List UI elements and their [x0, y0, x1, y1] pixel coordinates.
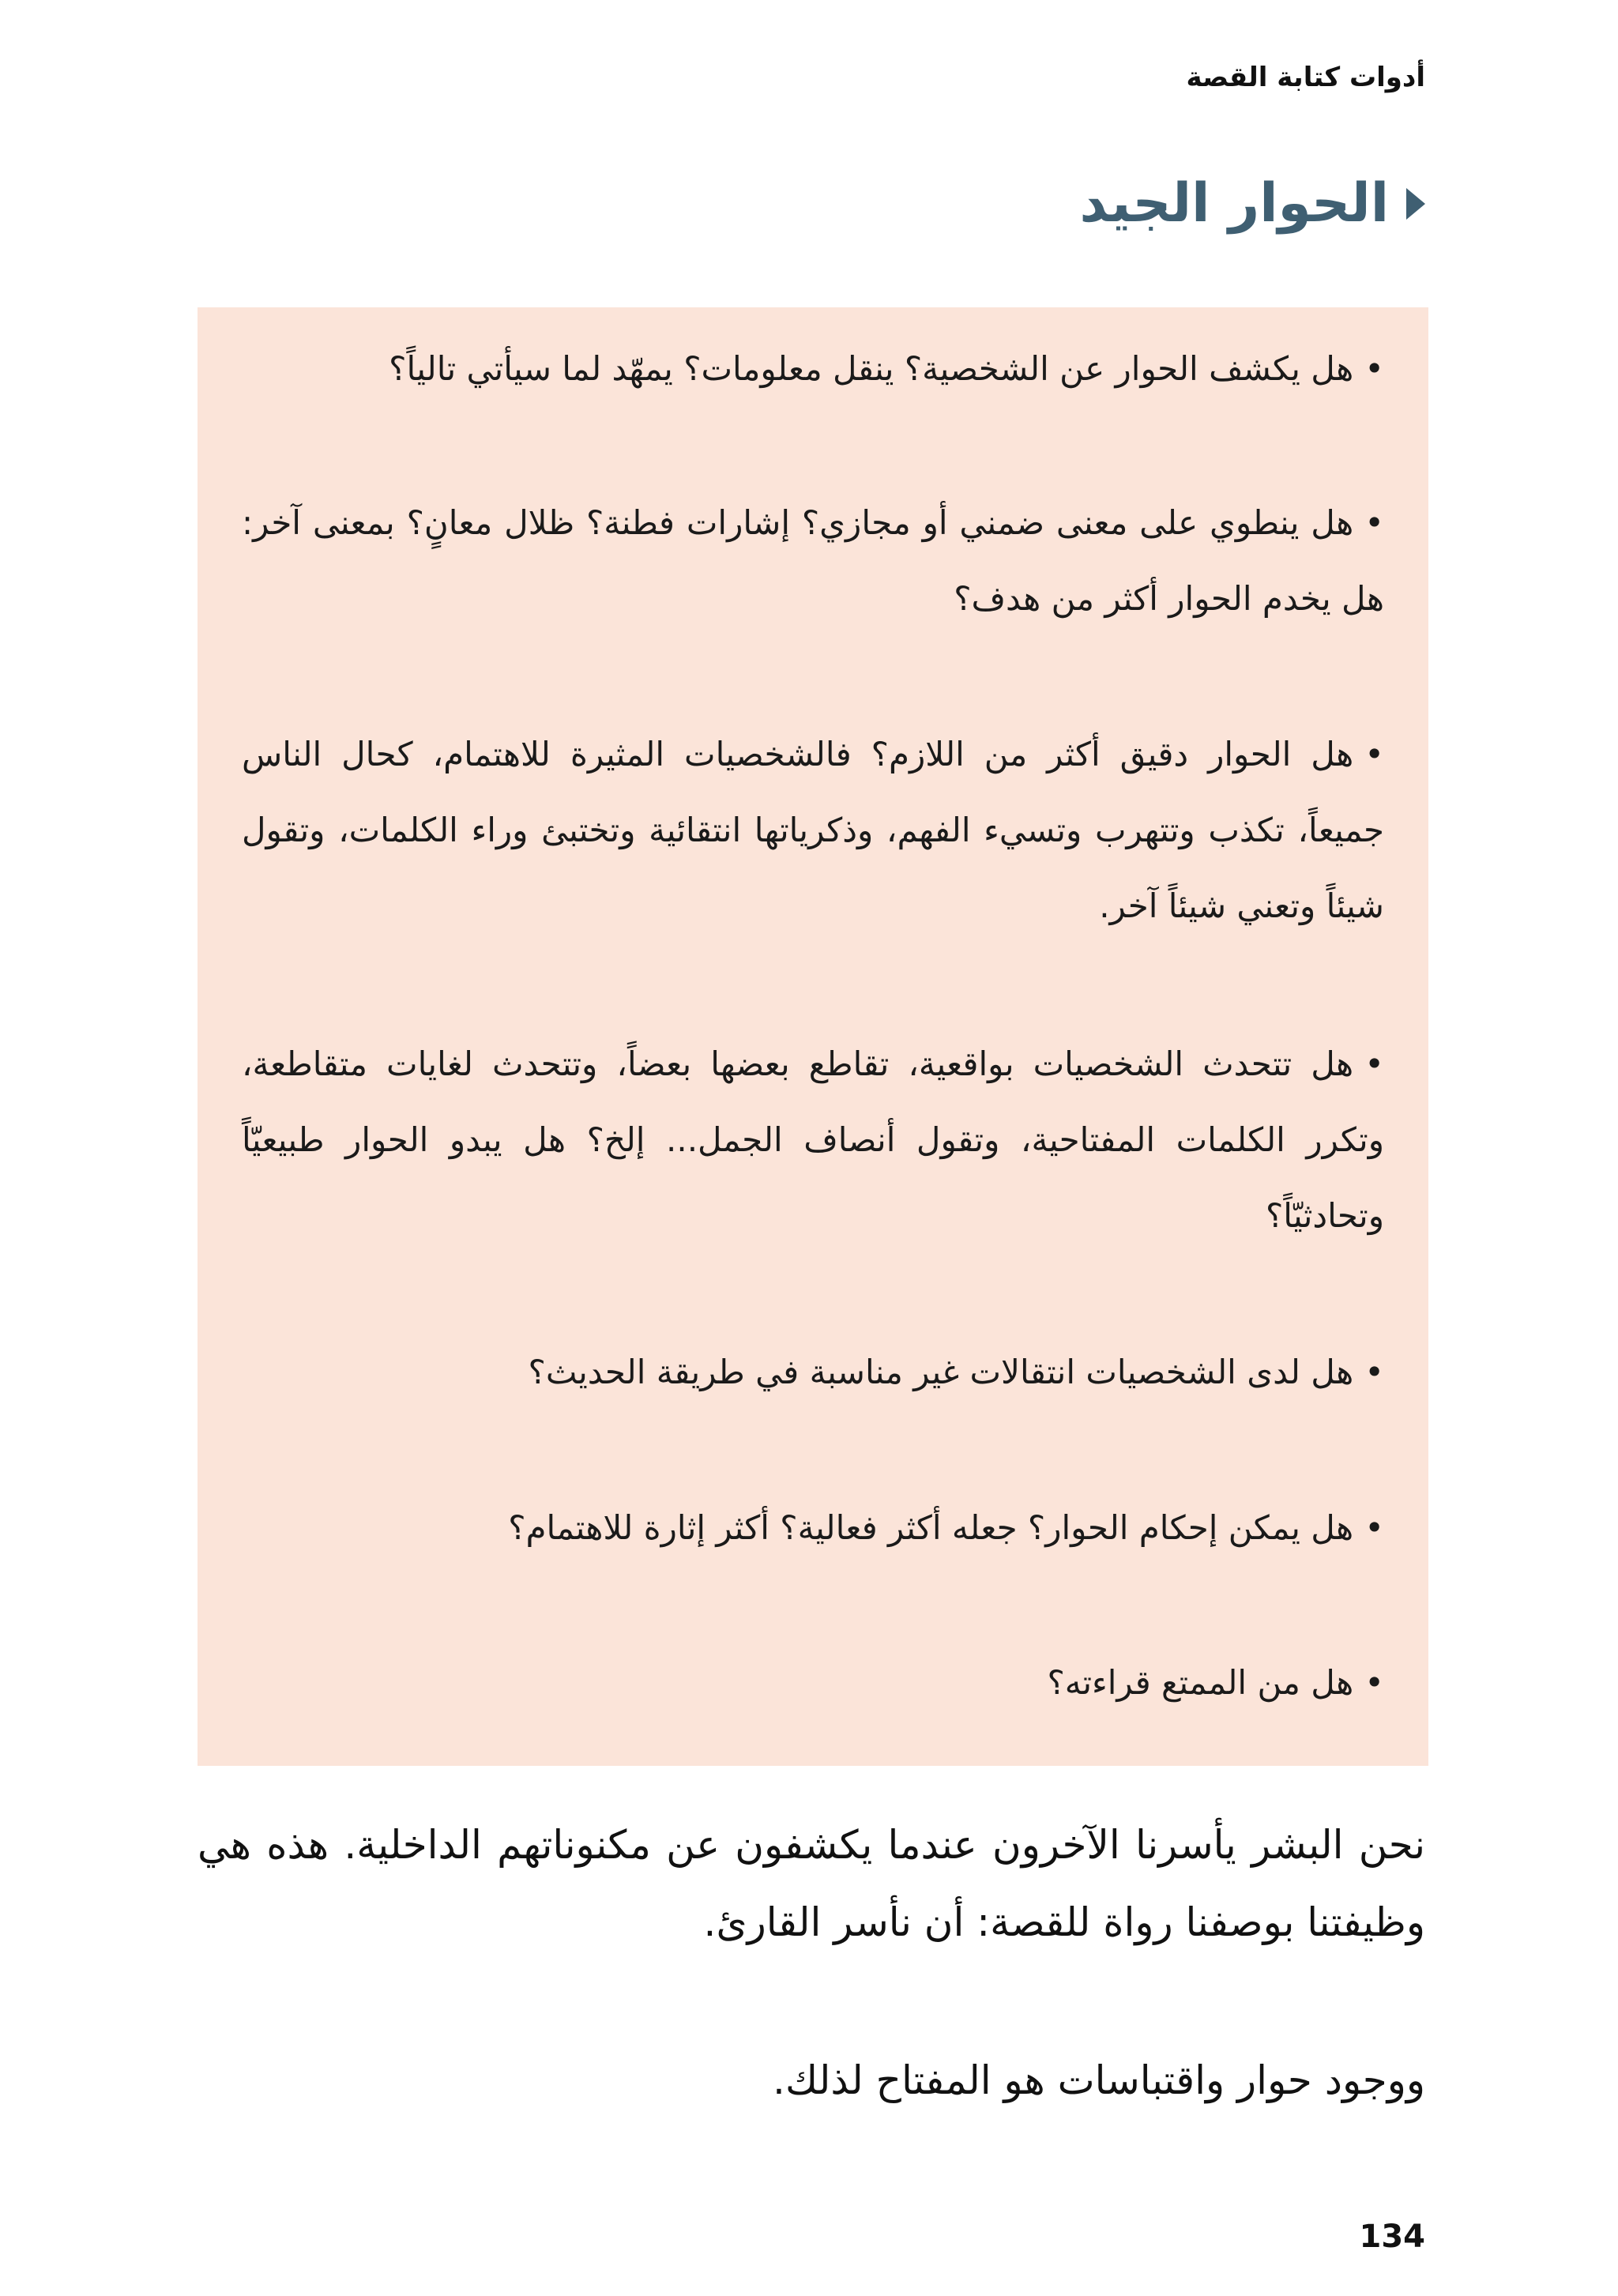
list-item: [242, 1026, 1384, 1254]
list-item: [242, 1334, 1384, 1410]
list-item-text: هل تتحدث الشخصيات بواقعية، تقاطع بعضها بعضاً، وتتحدث لغايات متقاطعة، وتكرر الكلمات المفتاحية، وتقول أنصاف الجمل... إلخ؟ هل يبدو الحوار طبيعيّاً وتحادثيّاً؟: [242, 1044, 1384, 1235]
list-item-text: هل ينطوي على معنى ضمني أو مجازي؟ إشارات فطنة؟ ظلال معانٍ؟ بمعنى آخر: هل يخدم الحوار أكثر من هدف؟: [242, 503, 1384, 618]
body-paragraph: نحن البشر يأسرنا الآخرون عندما يكشفون عن مكنوناتهم الداخلية. هذه هي وظيفتنا بوصفنا رواة للقصة: أن نأسر القارئ.: [198, 1822, 1425, 1945]
list-item-text: هل الحوار دقيق أكثر من اللازم؟ فالشخصيات المثيرة للاهتمام، كحال الناس جميعاً، تكذب وتتهرب وتسيء الفهم، وذكرياتها انتقائية وتختبئ وراء الكلمات، وتقول شيئاً وتعني شيئاً آخر.: [242, 735, 1384, 925]
section-title: الحوار الجيد: [1079, 172, 1389, 235]
list-item-text: هل يمكن إحكام الحوار؟ جعله أكثر فعالية؟ أكثر إثارة للاهتمام؟: [508, 1508, 1354, 1547]
list-item: [242, 331, 1384, 407]
bullet: •: [1364, 1044, 1384, 1083]
bullet: •: [1364, 735, 1384, 773]
list-item-text: هل من الممتع قراءته؟: [1047, 1663, 1354, 1702]
list-item: [242, 717, 1384, 944]
list-item: [242, 485, 1384, 637]
list-item-text: هل يكشف الحوار عن الشخصية؟ ينقل معلومات؟ يمهّد لما سيأتي تالياً؟: [389, 349, 1354, 388]
questions-box: [198, 307, 1428, 1766]
bullet: •: [1364, 1508, 1384, 1547]
body-paragraph: ووجود حوار واقتباسات هو المفتاح لذلك.: [773, 2057, 1425, 2103]
triangle-left-icon: [1406, 188, 1425, 220]
bullet: •: [1364, 1663, 1384, 1702]
list-item-text: هل لدى الشخصيات انتقالات غير مناسبة في طريقة الحديث؟: [528, 1353, 1354, 1391]
bullet: •: [1364, 1353, 1384, 1391]
bullet: •: [1364, 503, 1384, 542]
section-heading: [1080, 172, 1426, 235]
page-number: 134: [1359, 2219, 1425, 2255]
bullet: •: [1364, 349, 1384, 388]
list-item: [242, 1645, 1384, 1721]
running-header: أدوات كتابة القصة: [1186, 62, 1425, 93]
list-item: [242, 1490, 1384, 1566]
